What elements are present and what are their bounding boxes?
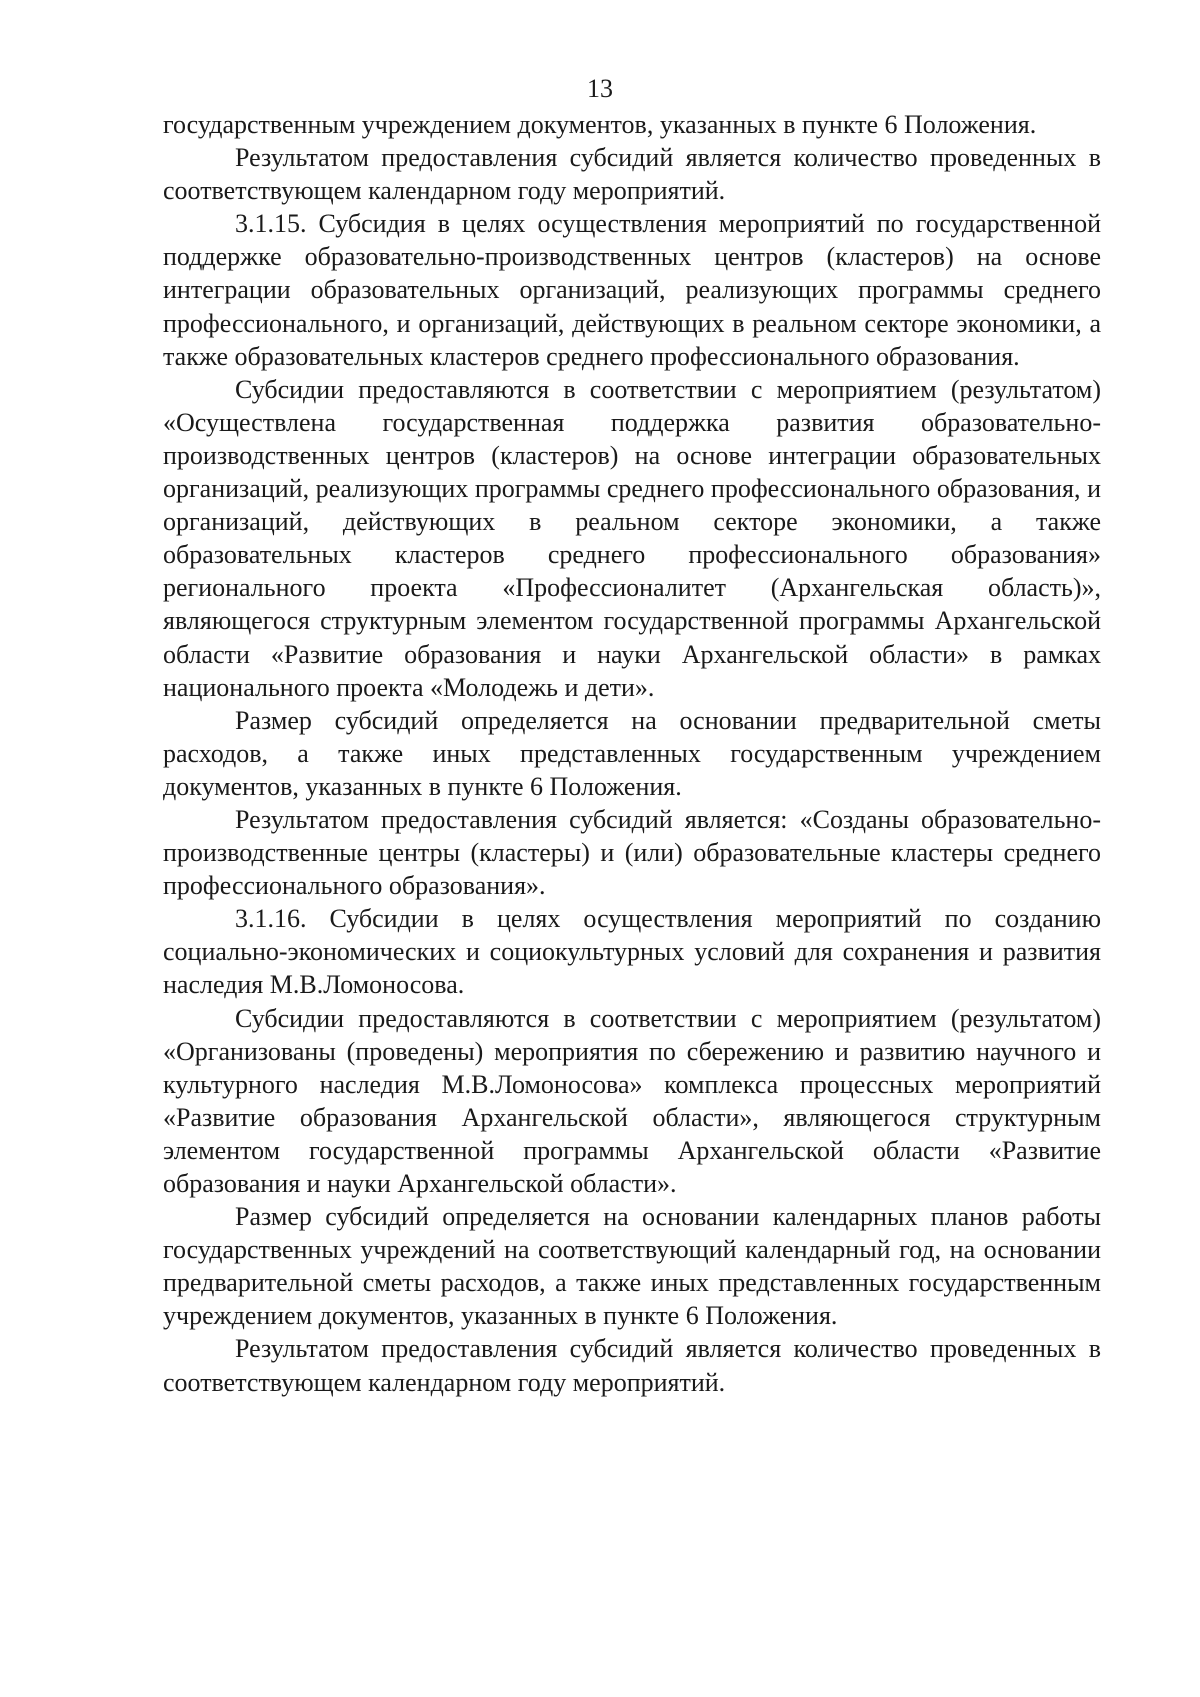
document-body xyxy=(163,108,1101,1399)
paragraph-subsidy-size-1: Размер субсидий определяется на основании предварительной сметы расходов, а также иных представленных государственным учреждением документов, указанных в пункте 6 Положения. xyxy=(163,705,1101,801)
paragraph-result-1: Результатом предоставления субсидий является количество проведенных в соответствующем календарном году мероприятий. xyxy=(163,143,1101,206)
page-number: 13 xyxy=(587,74,613,103)
paragraph-result-2: Результатом предоставления субсидий является: «Созданы образовательно-производственные центры (кластеры) и (или) образовательные кластеры среднего профессионального образования». xyxy=(163,804,1101,901)
paragraph-subsidies-provided-1: Субсидии предоставляются в соответствии с мероприятием (результатом) «Осуществлена государственная поддержка развития образовательно-производственных центров (кластеров) на основе интеграции образовательных организаций, реализующих программы среднего профессионального образования, и организаций, действующих в реальном секторе экономики, а также образовательных кластеров среднего профессионального образования» регионального проекта «Профессионалитет (Архангельская область)», являющегося структурным элементом государственной программы Архангельской области «Развитие образования и науки Архангельской области» в рамках национального проекта «Молодежь и дети». xyxy=(163,374,1101,702)
paragraph-section-3-1-16: 3.1.16. Субсидии в целях осуществления мероприятий по созданию социально-экономических и социокультурных условий для сохранения и развития наследия М.В.Ломоносова. xyxy=(163,904,1101,1000)
paragraph-section-3-1-15: 3.1.15. Субсидия в целях осуществления мероприятий по государственной поддержке образовательно-производственных центров (кластеров) на основе интеграции образовательных организаций, реализующих программы среднего профессионального, и организаций, действующих в реальном секторе экономики, а также образовательных кластеров среднего профессионального образования. xyxy=(163,209,1101,371)
paragraph-subsidies-provided-2: Субсидии предоставляются в соответствии с мероприятием (результатом) «Организованы (проведены) мероприятия по сбережению и развитию научного и культурного наследия М.В.Ломоносова» комплекса процессных мероприятий «Развитие образования Архангельской области», являющегося структурным элементом государственной программы Архангельской области «Развитие образования и науки Архангельской области». xyxy=(163,1003,1101,1198)
paragraph-subsidy-size-2: Размер субсидий определяется на основании календарных планов работы государственных учреждений на соответствующий календарный год, на основании предварительной сметы расходов, а также иных представленных государственным учреждением документов, указанных в пункте 6 Положения. xyxy=(163,1202,1101,1331)
paragraph-continuation: государственным учреждением документов, указанных в пункте 6 Положения. xyxy=(163,110,1037,139)
paragraph-result-3: Результатом предоставления субсидий является количество проведенных в соответствующем календарном году мероприятий. xyxy=(163,1334,1101,1397)
